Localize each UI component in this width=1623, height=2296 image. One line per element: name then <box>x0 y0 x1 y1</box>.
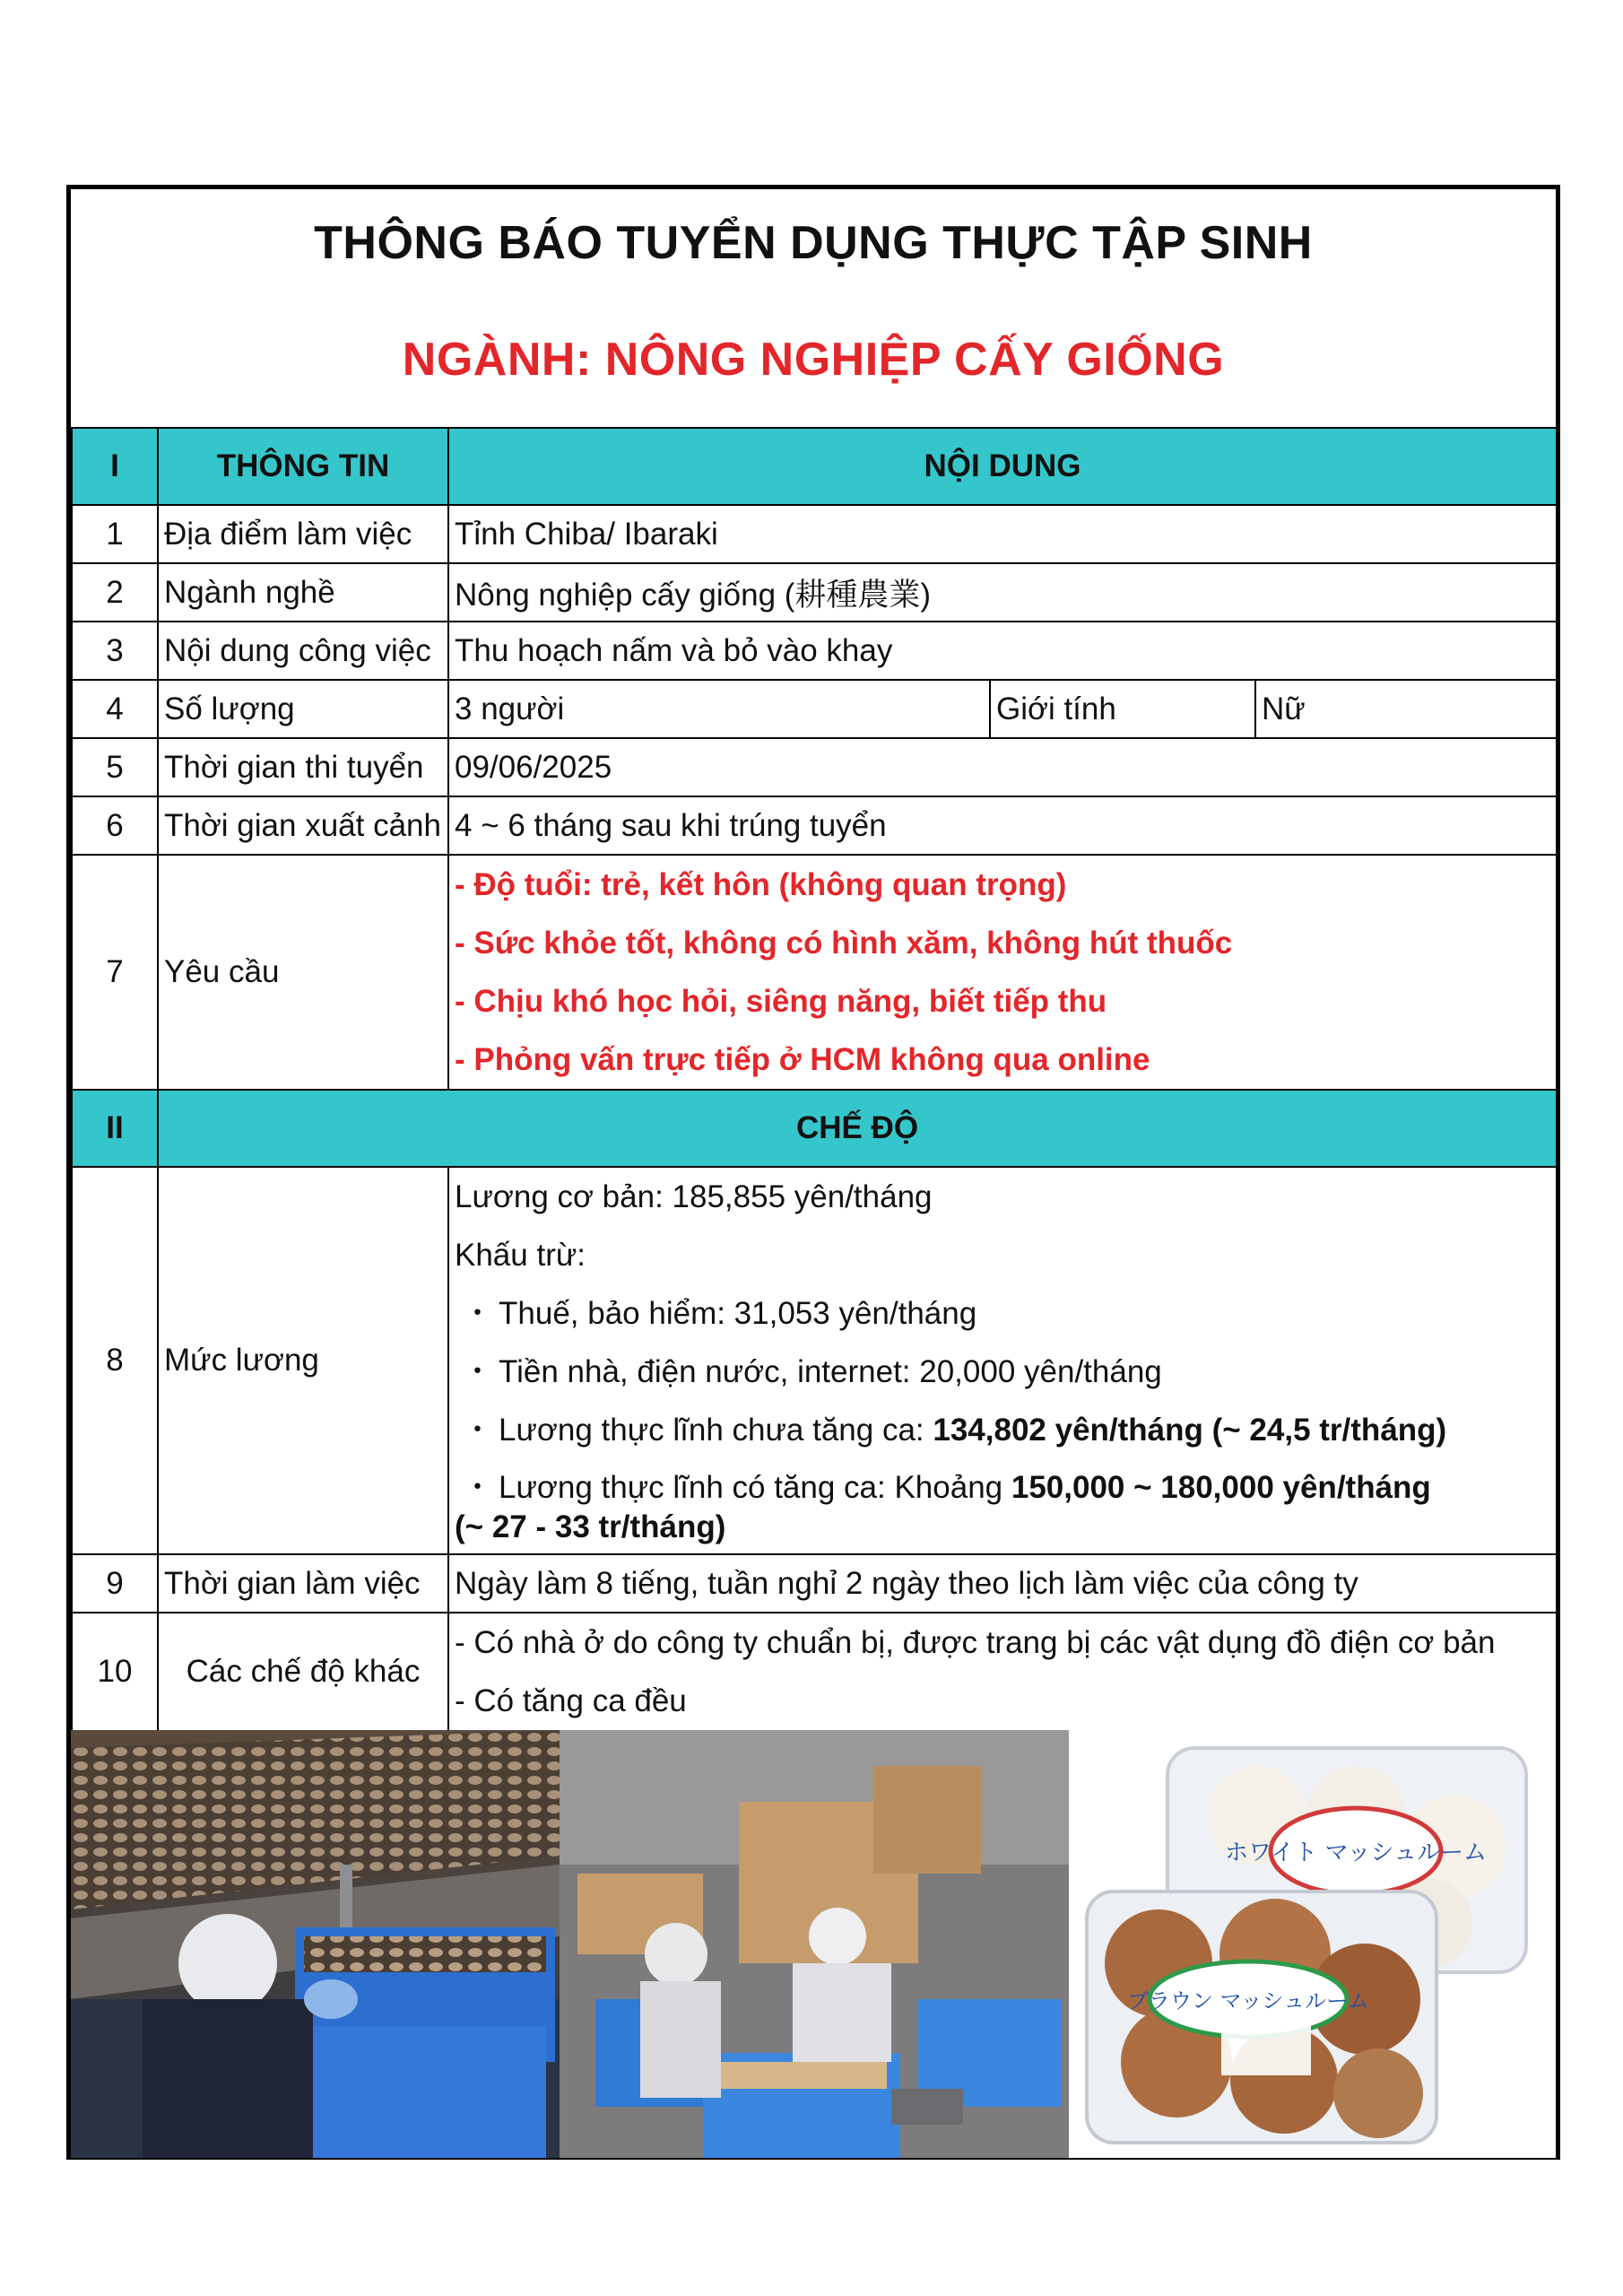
row-number: 4 <box>72 680 158 738</box>
row-label: Địa điểm làm việc <box>158 505 448 563</box>
row-label: Nội dung công việc <box>158 622 448 680</box>
row-number: 6 <box>72 796 158 855</box>
tray2-label: ブラウン マッシュルーム <box>1126 1988 1370 2013</box>
table-row <box>72 622 1557 680</box>
row-number: 2 <box>72 563 158 622</box>
benefit-item: - Có nhà ở do công ty chuẩn bị, được trang bị các vật dụng đồ điện cơ bản <box>455 1625 1496 1660</box>
row-number: 10 <box>72 1613 158 1731</box>
table-row <box>72 738 1557 796</box>
net-salary-no-overtime <box>455 1401 1550 1459</box>
row-value: Tỉnh Chiba/ Ibaraki <box>448 505 1557 563</box>
row-label: Thời gian xuất cảnh <box>158 796 448 855</box>
net-salary-overtime <box>455 1459 1550 1509</box>
requirements-list <box>448 855 1557 1090</box>
requirement-item: - Chịu khó học hỏi, siêng năng, biết tiếp thu <box>455 984 1107 1019</box>
deduction-tax: ・ Thuế, bảo hiểm: 31,053 yên/tháng <box>455 1284 1550 1343</box>
section-label: CHẾ ĐỘ <box>158 1090 1557 1167</box>
row-number: 1 <box>72 505 158 563</box>
row-number: 8 <box>72 1167 158 1554</box>
table-row <box>72 680 1557 738</box>
benefit-item: - Có tăng ca đều <box>455 1683 687 1718</box>
row-value: 3 người <box>448 680 990 738</box>
table-row <box>72 1167 1557 1554</box>
row-value: Ngày làm 8 tiếng, tuần nghỉ 2 ngày theo lịch làm việc của công ty <box>448 1554 1557 1613</box>
row-value: Nông nghiệp cấy giống (耕種農業) <box>448 563 1557 622</box>
photo-strip <box>71 1730 1556 2158</box>
column-header-content: NỘI DUNG <box>448 428 1557 505</box>
table-row <box>72 796 1557 855</box>
section-number: II <box>72 1090 158 1167</box>
row-label: Thời gian thi tuyển <box>158 738 448 796</box>
harvest-photo <box>71 1730 560 2158</box>
salary-details <box>448 1167 1557 1554</box>
page-subtitle: NGÀNH: NÔNG NGHIỆP CẤY GIỐNG <box>402 334 1225 386</box>
other-benefits <box>448 1613 1557 1731</box>
gender-label: Giới tính <box>990 680 1255 738</box>
row-label: Các chế độ khác <box>158 1613 448 1731</box>
info-table <box>71 427 1558 1732</box>
row-label: Yêu cầu <box>158 855 448 1090</box>
table-row <box>72 1554 1557 1613</box>
overtime-vnd <box>455 1509 1550 1545</box>
row-number: 3 <box>72 622 158 680</box>
gender-value: Nữ <box>1255 680 1557 738</box>
row-label: Số lượng <box>158 680 448 738</box>
deduction-housing: ・ Tiền nhà, điện nước, internet: 20,000 yên/tháng <box>455 1343 1550 1401</box>
requirement-item: - Độ tuổi: trẻ, kết hôn (không quan trọng) <box>455 867 1067 902</box>
section-header-info <box>72 428 1557 505</box>
row-value: Thu hoạch nấm và bỏ vào khay <box>448 622 1557 680</box>
factory-photo <box>560 1730 1069 2158</box>
overtime-vnd-value: (~ 27 - 33 tr/tháng) <box>455 1509 726 1544</box>
deduction-label: Khấu trừ: <box>455 1238 586 1273</box>
row-value: 4 ~ 6 tháng sau khi trúng tuyển <box>448 796 1557 855</box>
overtime-salary-value: 150,000 ~ 180,000 yên/tháng <box>1011 1470 1431 1505</box>
net-salary-value: 134,802 yên/tháng (~ 24,5 tr/tháng) <box>933 1413 1447 1448</box>
row-label: Ngành nghề <box>158 563 448 622</box>
overtime-salary-label: Lương thực lĩnh có tăng ca: Khoảng <box>499 1470 1011 1505</box>
row-number: 9 <box>72 1554 158 1613</box>
row-label: Mức lương <box>158 1167 448 1554</box>
table-row <box>72 505 1557 563</box>
table-row <box>72 563 1557 622</box>
recruitment-notice <box>66 185 1560 2160</box>
base-salary: Lương cơ bản: 185,855 yên/tháng <box>455 1179 933 1214</box>
section-number: I <box>72 428 158 505</box>
table-row <box>72 1613 1557 1731</box>
product-photo <box>1069 1730 1556 2158</box>
row-number: 7 <box>72 855 158 1090</box>
page-title: THÔNG BÁO TUYỂN DỤNG THỰC TẬP SINH <box>314 217 1313 269</box>
table-row <box>72 855 1557 1090</box>
row-value: 09/06/2025 <box>448 738 1557 796</box>
requirement-item: - Sức khỏe tốt, không có hình xăm, không hút thuốc <box>455 926 1233 961</box>
row-label: Thời gian làm việc <box>158 1554 448 1613</box>
tray1-label: ホワイト マッシュルーム <box>1225 1839 1487 1866</box>
row-number: 5 <box>72 738 158 796</box>
column-header-info: THÔNG TIN <box>158 428 448 505</box>
section-header-benefits <box>72 1090 1557 1167</box>
net-salary-label: Lương thực lĩnh chưa tăng ca: <box>499 1413 933 1448</box>
requirement-item: - Phỏng vấn trực tiếp ở HCM không qua online <box>455 1042 1150 1077</box>
